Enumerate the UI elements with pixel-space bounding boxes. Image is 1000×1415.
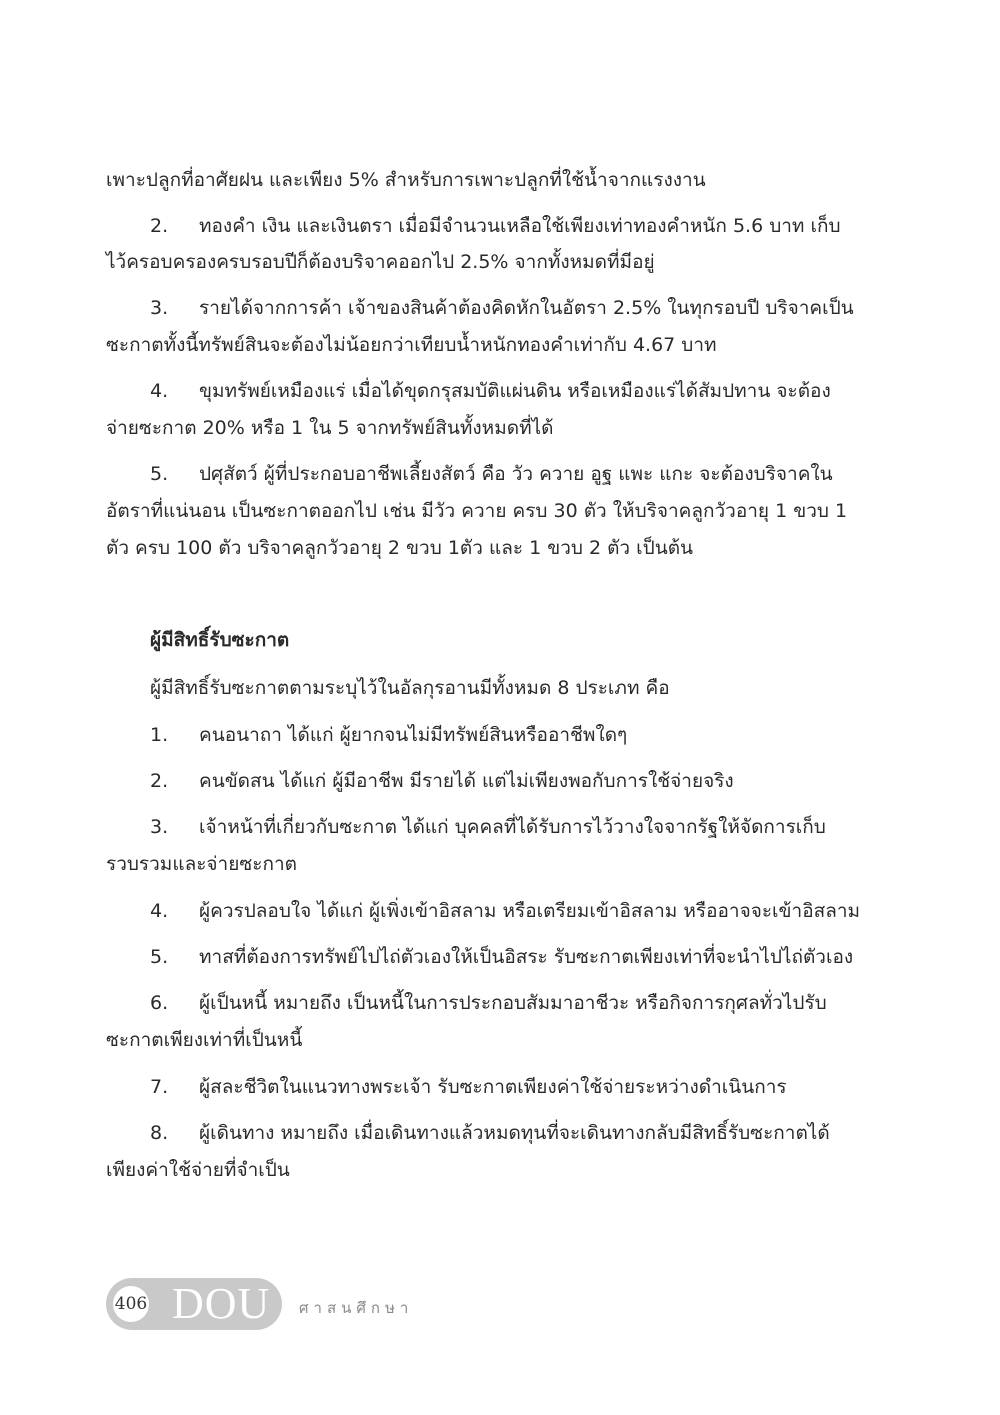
- body-line: รวบรวมและจ่ายซะกาต: [106, 853, 297, 875]
- body-line: ซะกาตทั้งนี้ทรัพย์สินจะต้องไม่น้อยกว่าเทียบน้ำหนักทองคำเท่ากับ 4.67 บาท: [106, 334, 717, 356]
- recipient-item-1: [106, 721, 881, 749]
- list-number: 4.: [150, 380, 169, 402]
- recipient-item-6: [106, 989, 881, 1017]
- body-line: เพาะปลูกที่อาศัยฝน และเพียง 5% สำหรับการเพาะปลูกที่ใช้น้ำจากแรงงาน: [106, 169, 706, 191]
- recipient-item-5: [106, 943, 881, 971]
- footer-badge: [106, 1278, 282, 1330]
- dou-logo: DOU: [172, 1279, 271, 1328]
- list-number: 3.: [150, 816, 169, 838]
- list-text: เจ้าหน้าที่เกี่ยวกับซะกาต ได้แก่ บุคคลที่ได้รับการไว้วางใจจากรัฐให้จัดการเก็บ: [199, 816, 826, 838]
- list-text: ผู้สละชีวิตในแนวทางพระเจ้า รับซะกาตเพียงค่าใช้จ่ายระหว่างดำเนินการ: [199, 1076, 787, 1098]
- list-item-3: [106, 294, 881, 322]
- list-text: ผู้ควรปลอบใจ ได้แก่ ผู้เพิ่งเข้าอิสลาม หรือเตรียมเข้าอิสลาม หรืออาจจะเข้าอิสลาม: [199, 900, 861, 922]
- list-number: 1.: [150, 724, 169, 746]
- list-text: ผู้เป็นหนี้ หมายถึง เป็นหนี้ในการประกอบสัมมาอาชีวะ หรือกิจการกุศลทั่วไปรับ: [199, 992, 827, 1014]
- list-number: 5.: [150, 463, 169, 485]
- recipient-item-3: [106, 813, 881, 841]
- recipient-item-2: [106, 767, 881, 795]
- section-heading: ผู้มีสิทธิ์รับซะกาต: [150, 629, 290, 651]
- body-line: อัตราที่แน่นอน เป็นซะกาตออกไป เช่น มีวัว ควาย ครบ 30 ตัว ให้บริจาคลูกวัวอายุ 1 ขวบ 1: [106, 500, 848, 522]
- list-text: ผู้เดินทาง หมายถึง เมื่อเดินทางแล้วหมดทุนที่จะเดินทางกลับมีสิทธิ์รับซะกาตได้: [199, 1122, 830, 1144]
- list-number: 8.: [150, 1122, 169, 1144]
- list-number: 4.: [150, 900, 169, 922]
- body-line: เพียงค่าใช้จ่ายที่จำเป็น: [106, 1159, 290, 1181]
- list-number: 2.: [150, 770, 169, 792]
- list-text: คนอนาถา ได้แก่ ผู้ยากจนไม่มีทรัพย์สินหรืออาชีพใดๆ: [199, 724, 628, 746]
- list-item-5: [106, 460, 881, 488]
- page-number: 406: [113, 1286, 149, 1322]
- list-number: 6.: [150, 992, 169, 1014]
- body-line: ซะกาตเพียงเท่าที่เป็นหนี้: [106, 1029, 303, 1051]
- list-text: ทองคำ เงิน และเงินตรา เมื่อมีจำนวนเหลือใช้เพียงเท่าทองคำหนัก 5.6 บาท เก็บ: [199, 215, 841, 237]
- list-number: 7.: [150, 1076, 169, 1098]
- footer-subject: ศาสนศึกษา: [299, 1299, 414, 1317]
- list-text: ขุมทรัพย์เหมืองแร่ เมื่อได้ขุดกรุสมบัติแผ่นดิน หรือเหมืองแร่ได้สัมปทาน จะต้อง: [199, 380, 831, 402]
- list-text: ปศุสัตว์ ผู้ที่ประกอบอาชีพเลี้ยงสัตว์ คือ วัว ควาย อูฐ แพะ แกะ จะต้องบริจาคใน: [199, 463, 833, 485]
- list-text: รายได้จากการค้า เจ้าของสินค้าต้องคิดหักในอัตรา 2.5% ในทุกรอบปี บริจาคเป็น: [199, 297, 854, 319]
- list-number: 3.: [150, 297, 169, 319]
- recipient-item-7: [106, 1073, 881, 1101]
- list-item-2: [106, 212, 881, 240]
- list-number: 5.: [150, 946, 169, 968]
- list-item-4: [106, 377, 881, 405]
- list-text: ทาสที่ต้องการทรัพย์ไปไถ่ตัวเองให้เป็นอิสระ รับซะกาตเพียงเท่าที่จะนำไปไถ่ตัวเอง: [199, 946, 854, 968]
- list-text: คนขัดสน ได้แก่ ผู้มีอาชีพ มีรายได้ แต่ไม่เพียงพอกับการใช้จ่ายจริง: [199, 770, 734, 792]
- recipient-item-4: [106, 897, 881, 925]
- recipient-item-8: [106, 1119, 881, 1147]
- body-line: ตัว ครบ 100 ตัว บริจาคลูกวัวอายุ 2 ขวบ 1ตัว และ 1 ขวบ 2 ตัว เป็นต้น: [106, 537, 694, 559]
- body-line: ไว้ครอบครองครบรอบปีก็ต้องบริจาคออกไป 2.5% จากทั้งหมดที่มีอยู่: [106, 251, 655, 273]
- section-intro: ผู้มีสิทธิ์รับซะกาตตามระบุไว้ในอัลกุรอานมีทั้งหมด 8 ประเภท คือ: [150, 677, 670, 699]
- list-number: 2.: [150, 215, 169, 237]
- body-line: จ่ายซะกาต 20% หรือ 1 ใน 5 จากทรัพย์สินทั้งหมดที่ได้: [106, 417, 554, 439]
